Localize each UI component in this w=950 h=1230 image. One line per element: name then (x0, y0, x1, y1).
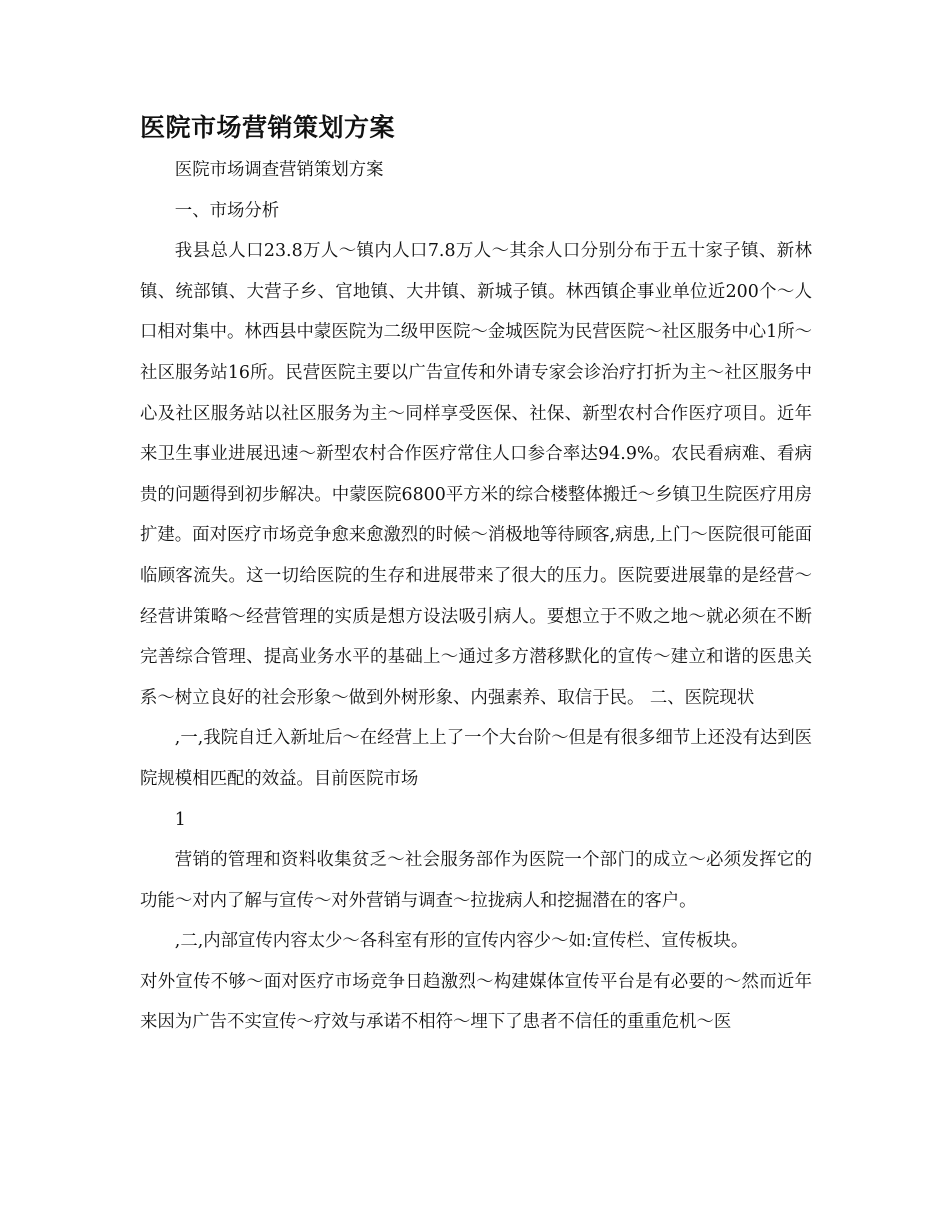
body-paragraph: 对外宣传不够～面对医疗市场竞争日趋激烈～构建媒体宣传平台是有必要的～然而近年来因为广告不实宣传～疗效与承诺不相符～埋下了患者不信任的重重危机～医 (140, 971, 812, 1033)
page-number: 1 (174, 809, 186, 830)
document-page (140, 108, 812, 1043)
subtitle-paragraph: 医院市场调查营销策划方案 (174, 160, 384, 180)
body-paragraph: 我县总人口23.8万人～镇内人口7.8万人～其余人口分别分布于五十家子镇、新林镇、统部镇、大营子乡、官地镇、大井镇、新城子镇。林西镇企事业单位近200个～人口相对集中。林西县中蒙医院为二级甲医院～金城医院为民营医院～社区服务中心1所～社区服务站16所。民营医院主要以广告宣传和外请专家会诊治疗打折为主～社区服务中心及社区服务站以社区服务为主～同样享受医保、社保、新型农村合作医疗项目。近年来卫生事业进展迅速～新型农村合作医疗常住人口参合率达94.9%。农民看病难、看病贵的问题得到初步解决。中蒙医院6800平方米的综合楼整体搬迁～乡镇卫生院医疗用房扩建。面对医疗市场竞争愈来愈激烈的时候～消极地等待顾客,病患,上门～医院很可能面临顾客流失。这一切给医院的生存和进展带来了很大的压力。医院要进展靠的是经营～经营讲策略～经营管理的实质是想方设法吸引病人。要想立于不败之地～就必须在不断完善综合管理、提高业务水平的基础上～通过多方潜移默化的宣传～建立和谐的医患关系～树立良好的社会形象～做到外树形象、内强素养、取信于民。 二、医院现状 (140, 241, 812, 708)
body-paragraph: ,一,我院自迁入新址后～在经营上上了一个大台阶～但是有很多细节上还没有达到医院规模相匹配的效益。目前医院市场 (140, 728, 812, 789)
document-title: 医院市场营销策划方案 (140, 113, 396, 142)
section-heading-market-analysis: 一、市场分析 (174, 200, 280, 221)
body-paragraph: ,二,内部宣传内容太少～各科室有形的宣传内容少～如:宣传栏、宣传板块。 (174, 931, 749, 952)
body-paragraph: 营销的管理和资料收集贫乏～社会服务部作为医院一个部门的成立～必须发挥它的功能～对内了解与宣传～对外营销与调查～拉拢病人和挖掘潜在的客户。 (140, 850, 812, 911)
